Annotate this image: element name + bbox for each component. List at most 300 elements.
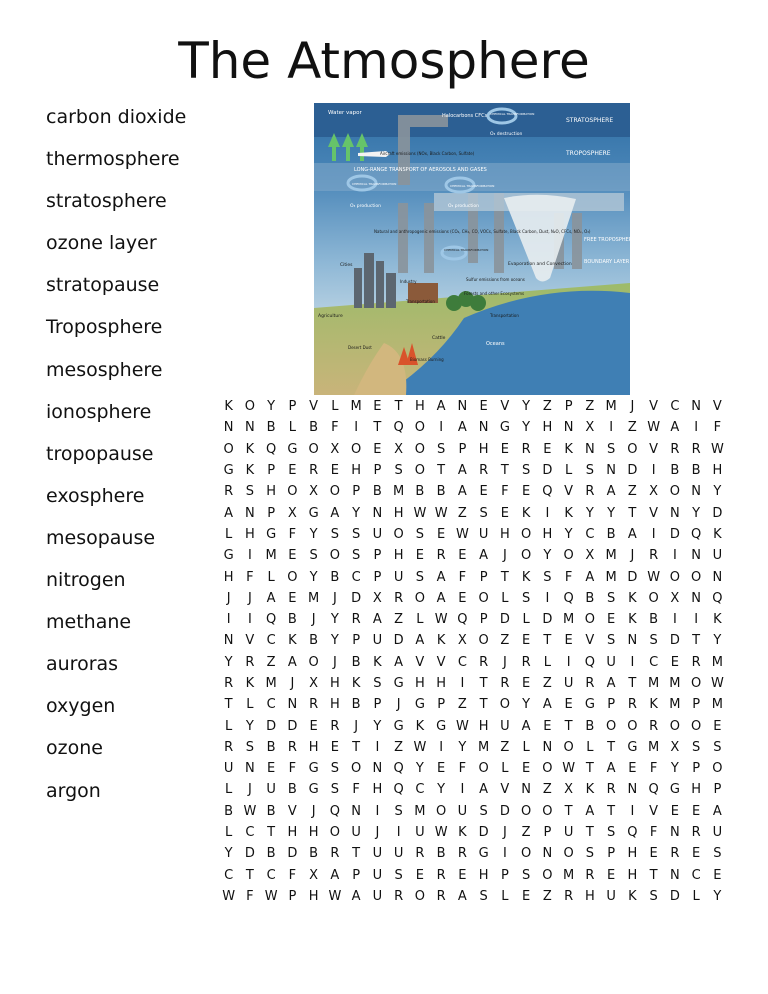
grid-letter[interactable]: E [415,548,424,564]
grid-letter[interactable]: W [710,676,724,691]
grid-letter[interactable]: B [436,484,446,500]
grid-letter[interactable]: L [565,463,573,479]
grid-letter[interactable]: E [607,612,616,628]
grid-letter[interactable]: R [309,697,319,713]
grid-letter[interactable]: O [521,803,532,819]
grid-letter[interactable]: M [265,548,277,564]
grid-letter[interactable]: Q [329,803,340,819]
grid-letter[interactable]: N [245,420,255,436]
grid-letter[interactable]: I [694,612,699,628]
grid-letter[interactable]: F [352,782,360,798]
grid-letter[interactable]: R [245,654,255,670]
grid-letter[interactable]: C [266,867,276,883]
grid-letter[interactable]: N [223,420,234,436]
grid-letter[interactable]: T [564,803,573,819]
grid-letter[interactable]: H [266,484,277,500]
grid-letter[interactable]: O [712,761,723,777]
grid-letter[interactable]: I [651,463,656,479]
grid-letter[interactable]: U [372,633,383,649]
grid-letter[interactable]: X [670,590,680,606]
grid-letter[interactable]: X [649,484,659,500]
grid-letter[interactable]: W [434,505,448,521]
grid-letter[interactable]: S [713,846,722,862]
grid-letter[interactable]: A [330,505,340,521]
grid-letter[interactable]: K [436,633,446,649]
grid-letter[interactable]: S [691,739,701,755]
grid-letter[interactable]: G [436,718,447,734]
grid-letter[interactable]: M [308,590,320,606]
grid-letter[interactable]: A [266,590,276,606]
grid-letter[interactable]: N [670,867,680,883]
grid-letter[interactable]: J [247,590,252,606]
grid-letter[interactable]: P [607,846,616,862]
grid-letter[interactable]: I [396,825,401,841]
grid-letter[interactable]: T [267,825,276,841]
grid-letter[interactable]: F [288,867,297,883]
grid-letter[interactable]: K [628,612,637,628]
grid-letter[interactable]: B [330,569,340,585]
grid-letter[interactable]: J [311,612,316,628]
grid-letter[interactable]: Y [224,846,233,862]
grid-letter[interactable]: A [224,505,234,521]
grid-letter[interactable]: U [712,825,723,841]
grid-letter[interactable]: S [479,888,488,904]
grid-letter[interactable]: V [712,399,722,415]
grid-letter[interactable]: R [649,548,659,564]
grid-letter[interactable]: A [457,888,467,904]
grid-letter[interactable]: W [413,739,427,755]
grid-letter[interactable]: Z [627,420,637,436]
grid-letter[interactable]: Z [457,697,467,713]
grid-letter[interactable]: Y [224,654,233,670]
grid-letter[interactable]: F [564,569,573,585]
grid-letter[interactable]: Q [266,441,277,457]
grid-letter[interactable]: J [396,697,401,713]
grid-letter[interactable]: T [628,676,637,691]
grid-letter[interactable]: N [670,505,680,521]
grid-letter[interactable]: X [309,484,319,500]
grid-letter[interactable]: Y [458,739,467,755]
grid-letter[interactable]: O [414,590,425,606]
grid-letter[interactable]: F [458,761,467,777]
grid-letter[interactable]: R [436,867,446,883]
grid-letter[interactable]: X [372,590,382,606]
grid-letter[interactable]: R [330,718,340,734]
grid-letter[interactable]: E [309,718,318,734]
grid-letter[interactable]: N [542,739,553,755]
grid-letter[interactable]: W [710,441,724,457]
grid-letter[interactable]: G [584,697,595,713]
grid-letter[interactable]: E [415,867,424,883]
grid-letter[interactable]: M [393,484,405,500]
grid-letter[interactable]: B [287,782,297,798]
grid-letter[interactable]: L [586,739,594,755]
grid-letter[interactable]: Y [373,718,382,734]
grid-letter[interactable]: N [691,399,701,415]
grid-letter[interactable]: Q [266,612,277,628]
grid-letter[interactable]: G [308,761,319,777]
grid-letter[interactable]: E [288,590,297,606]
grid-letter[interactable]: E [543,441,552,457]
grid-letter[interactable]: B [309,633,319,649]
grid-letter[interactable]: O [223,441,234,457]
grid-letter[interactable]: B [372,484,382,500]
grid-letter[interactable]: B [585,590,595,606]
grid-letter[interactable]: I [694,420,699,436]
grid-letter[interactable]: R [415,846,425,862]
grid-letter[interactable]: N [585,441,595,457]
grid-letter[interactable]: U [606,654,616,670]
grid-letter[interactable]: V [585,633,595,649]
grid-letter[interactable]: W [222,888,236,904]
grid-letter[interactable]: P [352,484,361,500]
grid-letter[interactable]: A [479,782,489,798]
grid-letter[interactable]: I [609,420,614,436]
grid-letter[interactable]: U [372,846,383,862]
grid-letter[interactable]: S [606,590,616,606]
grid-letter[interactable]: N [521,782,531,798]
grid-letter[interactable]: E [288,463,297,479]
grid-letter[interactable]: R [691,825,701,841]
grid-letter[interactable]: T [437,463,446,479]
grid-letter[interactable]: T [607,739,616,755]
grid-letter[interactable]: B [224,803,234,819]
grid-letter[interactable]: H [627,846,638,862]
grid-letter[interactable]: R [436,548,446,564]
grid-letter[interactable]: A [585,569,595,585]
grid-letter[interactable]: A [542,697,552,713]
grid-letter[interactable]: R [500,676,510,691]
grid-letter[interactable]: V [245,633,255,649]
grid-letter[interactable]: O [436,803,447,819]
grid-letter[interactable]: A [479,548,489,564]
grid-letter[interactable]: Q [393,761,404,777]
grid-letter[interactable]: F [458,569,467,585]
grid-letter[interactable]: Y [415,761,424,777]
grid-letter[interactable]: Z [585,399,595,415]
grid-letter[interactable]: N [627,782,638,798]
grid-letter[interactable]: E [500,505,509,521]
grid-letter[interactable]: S [585,463,594,479]
grid-letter[interactable]: H [478,441,489,457]
grid-letter[interactable]: E [458,867,467,883]
grid-letter[interactable]: O [308,441,319,457]
grid-letter[interactable]: K [224,399,233,415]
grid-letter[interactable]: L [501,888,509,904]
grid-letter[interactable]: G [627,739,638,755]
grid-letter[interactable]: R [330,846,340,862]
grid-letter[interactable]: A [712,803,722,819]
grid-letter[interactable]: N [712,569,723,585]
grid-letter[interactable]: V [649,399,659,415]
grid-letter[interactable]: A [606,676,616,691]
grid-letter[interactable]: B [649,612,659,628]
grid-letter[interactable]: X [457,633,467,649]
grid-letter[interactable]: O [329,484,340,500]
grid-letter[interactable]: W [647,569,661,585]
grid-letter[interactable]: G [266,526,277,542]
grid-letter[interactable]: X [394,441,404,457]
grid-letter[interactable]: S [309,548,318,564]
grid-letter[interactable]: I [672,612,677,628]
grid-letter[interactable]: F [501,484,509,500]
grid-letter[interactable]: G [308,782,319,798]
grid-letter[interactable]: T [373,420,382,436]
grid-letter[interactable]: Q [457,612,468,628]
grid-letter[interactable]: J [502,548,507,564]
grid-letter[interactable]: S [543,569,552,585]
grid-letter[interactable]: N [372,761,383,777]
grid-letter[interactable]: H [499,526,510,542]
grid-letter[interactable]: Z [266,654,276,670]
grid-letter[interactable]: S [415,526,424,542]
grid-letter[interactable]: F [649,825,658,841]
grid-letter[interactable]: I [566,654,571,670]
grid-letter[interactable]: Y [267,399,276,415]
grid-letter[interactable]: U [478,526,489,542]
grid-letter[interactable]: Y [585,505,594,521]
grid-letter[interactable]: L [225,526,233,542]
grid-letter[interactable]: L [522,739,530,755]
grid-letter[interactable]: D [287,718,298,734]
grid-letter[interactable]: S [479,803,488,819]
grid-letter[interactable]: B [351,697,361,713]
grid-letter[interactable]: B [266,739,276,755]
grid-letter[interactable]: K [245,676,255,691]
grid-letter[interactable]: D [351,590,362,606]
grid-letter[interactable]: S [649,633,658,649]
grid-letter[interactable]: A [457,484,467,500]
grid-letter[interactable]: Y [245,718,254,734]
grid-letter[interactable]: D [712,505,723,521]
grid-letter[interactable]: U [712,548,723,564]
grid-letter[interactable]: F [288,526,297,542]
grid-letter[interactable]: B [309,420,319,436]
grid-letter[interactable]: U [393,569,404,585]
grid-letter[interactable]: R [649,718,659,734]
grid-letter[interactable]: W [434,825,448,841]
grid-letter[interactable]: P [352,633,361,649]
grid-letter[interactable]: N [691,484,701,500]
grid-letter[interactable]: N [563,420,574,436]
grid-letter[interactable]: C [351,569,361,585]
grid-letter[interactable]: M [711,654,723,670]
grid-letter[interactable]: O [414,420,425,436]
grid-letter[interactable]: H [393,548,404,564]
grid-letter[interactable]: K [521,569,531,585]
grid-letter[interactable]: T [692,633,701,649]
grid-letter[interactable]: R [479,463,489,479]
grid-letter[interactable]: M [478,739,490,755]
grid-letter[interactable]: S [245,739,254,755]
grid-letter[interactable]: E [564,697,573,713]
grid-letter[interactable]: C [457,654,467,670]
grid-letter[interactable]: Z [542,888,552,904]
grid-letter[interactable]: L [543,654,551,670]
grid-letter[interactable]: E [522,676,531,691]
grid-letter[interactable]: H [478,867,489,883]
grid-letter[interactable]: P [267,463,276,479]
grid-letter[interactable]: G [669,782,680,798]
grid-letter[interactable]: A [606,484,616,500]
grid-letter[interactable]: K [585,782,595,798]
grid-letter[interactable]: Z [500,739,510,755]
grid-letter[interactable]: I [439,739,444,755]
grid-letter[interactable]: H [712,463,723,479]
grid-letter[interactable]: R [564,888,574,904]
grid-letter[interactable]: P [564,399,573,415]
grid-letter[interactable]: C [415,782,425,798]
grid-letter[interactable]: V [500,782,510,798]
grid-letter[interactable]: H [287,825,298,841]
grid-letter[interactable]: V [649,803,659,819]
grid-letter[interactable]: X [330,441,340,457]
grid-letter[interactable]: O [414,888,425,904]
grid-letter[interactable]: O [563,548,574,564]
grid-letter[interactable]: O [329,548,340,564]
grid-letter[interactable]: A [436,590,446,606]
grid-letter[interactable]: E [713,867,722,883]
grid-letter[interactable]: G [414,697,425,713]
grid-letter[interactable]: I [630,654,635,670]
grid-letter[interactable]: R [436,888,446,904]
grid-letter[interactable]: B [309,846,319,862]
grid-letter[interactable]: S [351,548,361,564]
grid-letter[interactable]: Z [627,484,637,500]
grid-letter[interactable]: D [669,633,680,649]
grid-letter[interactable]: E [458,548,467,564]
grid-letter[interactable]: V [564,484,574,500]
grid-letter[interactable]: K [245,463,255,479]
grid-letter[interactable]: Q [563,590,574,606]
grid-letter[interactable]: B [266,420,276,436]
grid-letter[interactable]: D [627,463,638,479]
grid-letter[interactable]: R [457,846,467,862]
grid-letter[interactable]: I [354,420,359,436]
grid-letter[interactable]: D [478,825,489,841]
grid-letter[interactable]: U [266,782,276,798]
grid-letter[interactable]: I [502,846,507,862]
grid-letter[interactable]: N [670,825,680,841]
grid-letter[interactable]: K [521,505,531,521]
grid-letter[interactable]: O [542,761,553,777]
grid-letter[interactable]: S [330,526,339,542]
grid-letter[interactable]: J [247,782,252,798]
grid-letter[interactable]: R [224,739,234,755]
grid-letter[interactable]: L [501,590,509,606]
grid-letter[interactable]: S [521,867,531,883]
grid-letter[interactable]: H [223,569,234,585]
grid-letter[interactable]: O [563,739,574,755]
grid-letter[interactable]: K [628,590,637,606]
grid-letter[interactable]: Y [309,569,318,585]
grid-letter[interactable]: P [373,548,382,564]
grid-letter[interactable]: K [649,697,658,713]
grid-letter[interactable]: U [372,888,383,904]
grid-letter[interactable]: S [521,590,531,606]
grid-letter[interactable]: A [372,612,382,628]
grid-letter[interactable]: P [607,697,616,713]
grid-letter[interactable]: Z [457,505,467,521]
grid-letter[interactable]: A [436,399,446,415]
grid-letter[interactable]: R [351,612,361,628]
grid-letter[interactable]: L [331,399,339,415]
grid-letter[interactable]: Y [713,888,722,904]
grid-letter[interactable]: H [436,676,447,691]
grid-letter[interactable]: M [563,612,575,628]
grid-letter[interactable]: A [351,888,361,904]
grid-letter[interactable]: P [543,825,552,841]
grid-letter[interactable]: T [585,825,594,841]
grid-letter[interactable]: T [500,463,509,479]
grid-letter[interactable]: W [455,718,469,734]
grid-letter[interactable]: A [606,761,616,777]
grid-letter[interactable]: T [479,676,488,691]
grid-letter[interactable]: O [478,590,489,606]
grid-letter[interactable]: O [414,463,425,479]
grid-letter[interactable]: Z [542,782,552,798]
grid-letter[interactable]: Y [543,548,552,564]
grid-letter[interactable]: N [542,846,553,862]
grid-letter[interactable]: E [628,761,637,777]
grid-letter[interactable]: L [288,420,296,436]
grid-letter[interactable]: O [669,718,680,734]
grid-letter[interactable]: N [287,697,298,713]
grid-letter[interactable]: O [308,654,319,670]
grid-letter[interactable]: H [308,825,319,841]
grid-letter[interactable]: M [414,803,426,819]
grid-letter[interactable]: B [436,846,446,862]
grid-letter[interactable]: P [437,697,446,713]
grid-letter[interactable]: J [630,548,635,564]
grid-letter[interactable]: B [287,612,297,628]
grid-letter[interactable]: K [351,676,361,691]
grid-letter[interactable]: K [373,654,382,670]
grid-letter[interactable]: U [351,825,361,841]
grid-letter[interactable]: S [436,441,446,457]
grid-letter[interactable]: F [288,761,297,777]
grid-letter[interactable]: R [287,739,297,755]
grid-letter[interactable]: K [415,718,425,734]
grid-letter[interactable]: J [311,803,316,819]
grid-letter[interactable]: U [563,825,574,841]
grid-letter[interactable]: E [670,803,679,819]
grid-letter[interactable]: Y [670,761,679,777]
grid-letter[interactable]: P [479,612,488,628]
grid-letter[interactable]: Q [712,590,723,606]
grid-letter[interactable]: T [352,739,361,755]
grid-letter[interactable]: J [502,825,507,841]
grid-letter[interactable]: I [226,612,231,628]
grid-letter[interactable]: G [308,505,319,521]
grid-letter[interactable]: I [439,420,444,436]
grid-letter[interactable]: E [437,761,446,777]
grid-letter[interactable]: S [521,463,531,479]
grid-letter[interactable]: S [330,761,339,777]
grid-letter[interactable]: X [287,505,297,521]
grid-letter[interactable]: H [308,739,319,755]
grid-letter[interactable]: O [669,569,680,585]
grid-letter[interactable]: R [521,441,531,457]
grid-letter[interactable]: W [264,888,278,904]
grid-letter[interactable]: E [670,654,679,670]
grid-letter[interactable]: D [627,569,638,585]
grid-letter[interactable]: V [287,803,297,819]
grid-letter[interactable]: H [351,463,362,479]
grid-letter[interactable]: U [415,825,425,841]
grid-letter[interactable]: S [479,505,488,521]
grid-letter[interactable]: N [245,505,255,521]
